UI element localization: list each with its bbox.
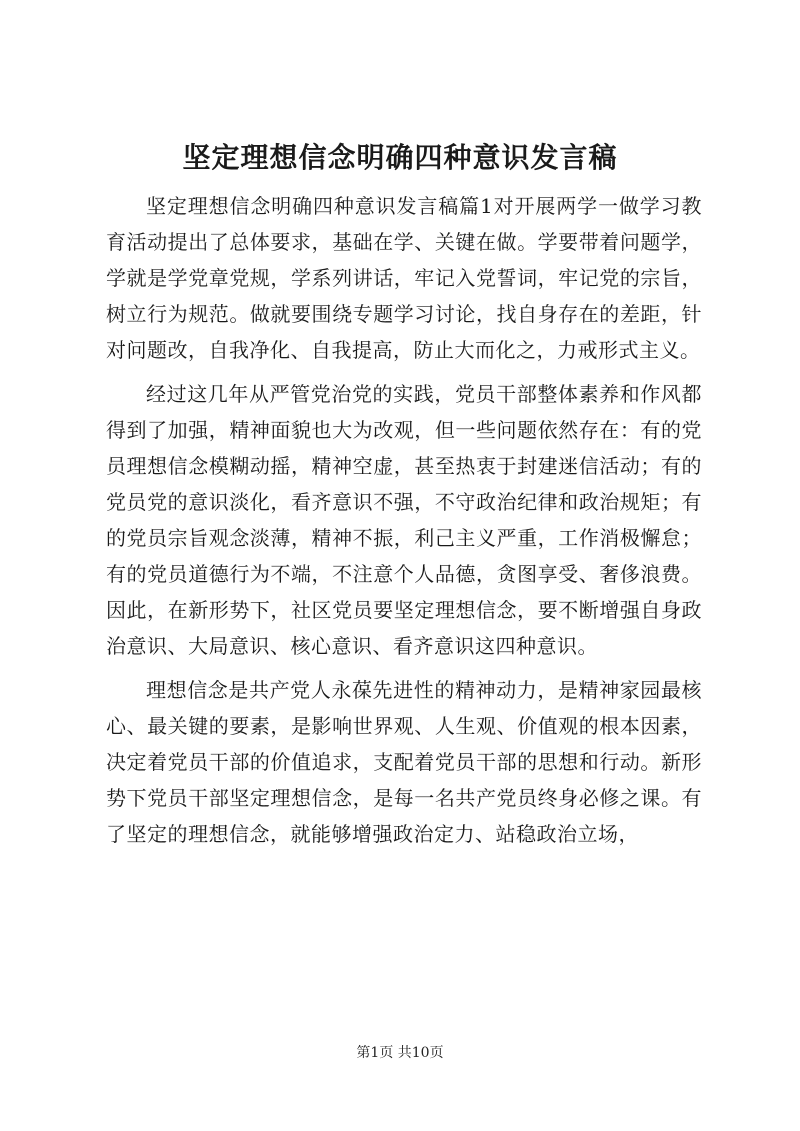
document-title: 坚定理想信念明确四种意识发言稿 [182, 141, 618, 174]
document-body [106, 188, 702, 852]
paragraph-2: 经过这几年从严管党治党的实践，党员干部整体素养和作风都得到了加强，精神面貌也大为改观，但一些问题依然存在：有的党员理想信念模糊动摇，精神空虚，甚至热衷于封建迷信活动；有的党员党的意识淡化，看齐意识不强，不守政治纪律和政治规矩；有的党员宗旨观念淡薄，精神不振，利己主义严重，工作消极懈怠；有的党员道德行为不端，不注意个人品德，贪图享受、奢侈浪费。因此，在新形势下，社区党员要坚定理想信念，要不断增强自身政治意识、大局意识、核心意识、看齐意识这四种意识。 [106, 382, 702, 658]
page-footer: 第1页 共10页 [356, 1045, 444, 1061]
paragraph-1: 坚定理想信念明确四种意识发言稿篇1对开展两学一做学习教育活动提出了总体要求，基础在学、关键在做。学要带着问题学，学就是学党章党规，学系列讲话，牢记入党誓词，牢记党的宗旨，树立行为规范。做就要围绕专题学习讨论，找自身存在的差距，针对问题改，自我净化、自我提高，防止大而化之，力戒形式主义。 [106, 194, 702, 362]
paragraph-3: 理想信念是共产党人永葆先进性的精神动力，是精神家园最核心、最关键的要素，是影响世界观、人生观、价值观的根本因素，决定着党员干部的价值追求，支配着党员干部的思想和行动。新形势下党员干部坚定理想信念，是每一名共产党员终身必修之课。有了坚定的理想信念，就能够增强政治定力、站稳政治立场， [106, 678, 702, 846]
